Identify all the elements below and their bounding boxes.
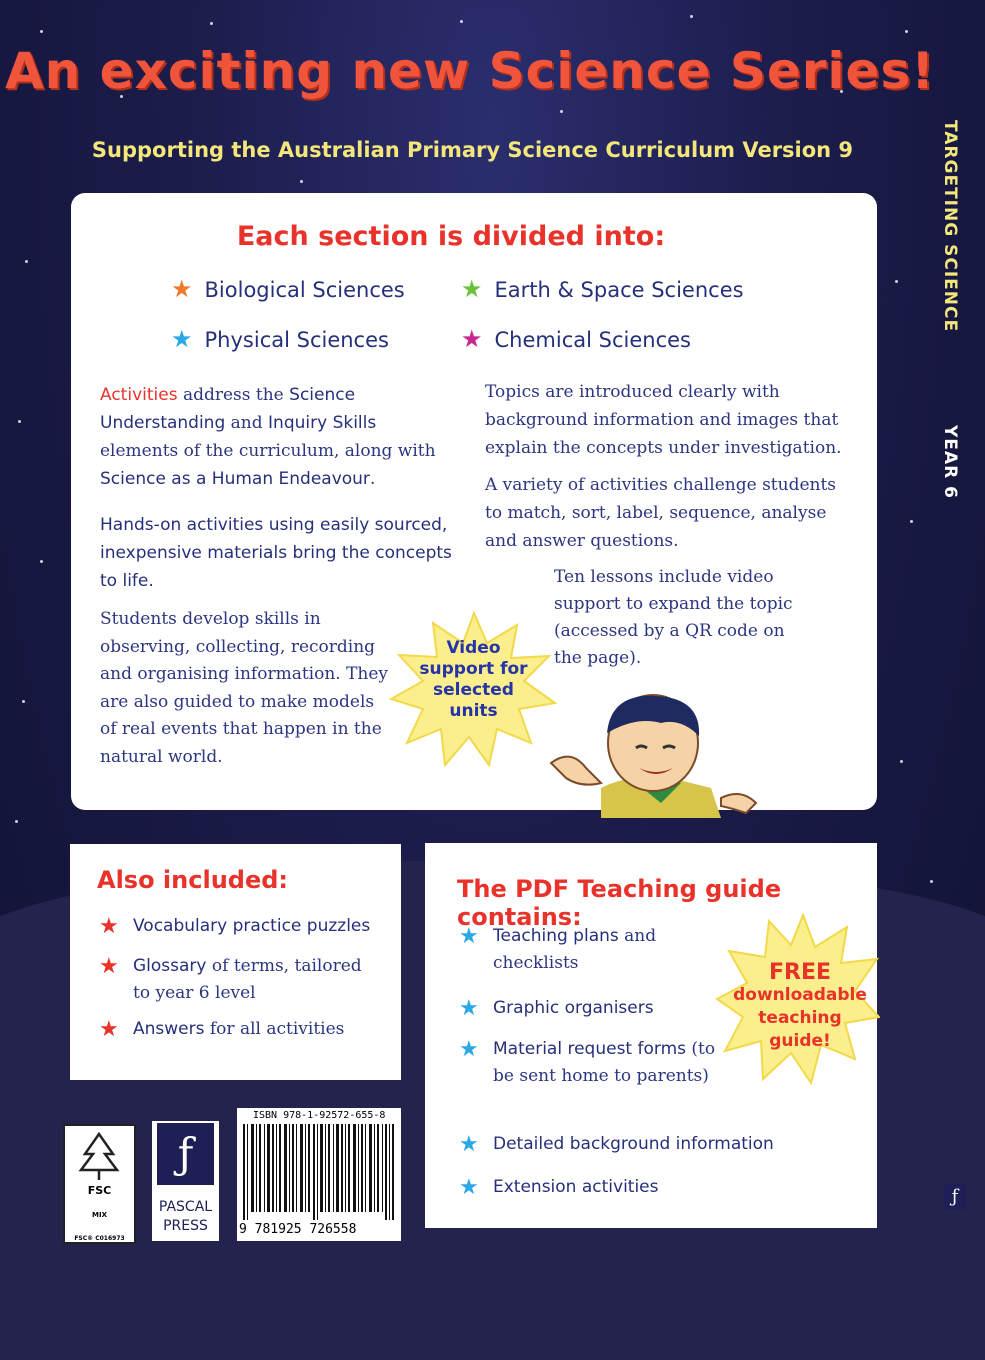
- star-icon: ★: [459, 924, 479, 949]
- spine-year: YEAR 6: [940, 425, 960, 499]
- headline: An exciting new Science Series!: [4, 42, 936, 100]
- pdf-guide-card: [425, 843, 877, 1228]
- star-icon: ★: [461, 325, 483, 353]
- also-included-card: [70, 844, 401, 1080]
- fsc-logo: FSC MIX FSC® C016973: [63, 1124, 136, 1244]
- right-paragraph-video: Ten lessons include video support to expand the topic (accessed by a QR code on the page).: [554, 567, 793, 668]
- star-icon: ★: [459, 1132, 479, 1157]
- barcode: ISBN 978-1-92572-655-8 9 781925 726558: [237, 1108, 401, 1241]
- star-icon: ★: [99, 914, 119, 939]
- spine-logo-icon: ƒ: [944, 1184, 966, 1210]
- star-icon: ★: [459, 1175, 479, 1200]
- star-icon: ★: [459, 996, 479, 1021]
- right-paragraph-topics: Topics are introduced clearly with background information and images that explain the concepts under investigation.: [485, 382, 842, 458]
- main-card: [71, 193, 877, 810]
- pascal-press-icon: ƒ: [157, 1123, 214, 1185]
- pdf-item: ★ Teaching plans and checklists: [459, 924, 657, 973]
- spine-title: TARGETING SCIENCE: [940, 120, 960, 333]
- section-item-earth-space: ★ Earth & Space Sciences: [461, 275, 744, 303]
- star-icon: ★: [461, 275, 483, 303]
- star-icon: ★: [171, 325, 193, 353]
- tree-icon: [65, 1126, 134, 1186]
- barcode-bars-icon: [243, 1124, 395, 1220]
- pdf-guide-title: The PDF Teaching guide contains:: [457, 875, 782, 931]
- pdf-item: ★ Graphic organisers: [459, 996, 654, 1021]
- left-paragraph-hands-on: Hands-on activities using easily sourced, inexpensive materials bring the concepts to life.: [100, 515, 452, 591]
- video-burst-text: Video support for selected units: [419, 638, 528, 721]
- pdf-item: ★ Detailed background information: [459, 1132, 774, 1157]
- free-burst-text: FREE downloadable teaching guide!: [733, 960, 867, 1051]
- left-paragraph-activities: Activities address the Science Understanding and Inquiry Skills elements of the curriculum, along with Science as a Human Endeavour.: [100, 385, 436, 489]
- section-title: Each section is divided into:: [236, 221, 666, 252]
- also-included-title: Also included:: [97, 866, 289, 894]
- star-icon: ★: [171, 275, 193, 303]
- star-icon: ★: [459, 1037, 479, 1062]
- star-icon: ★: [99, 954, 119, 979]
- subheadline: Supporting the Australian Primary Science Curriculum Version 9: [91, 138, 854, 162]
- section-item-physical: ★ Physical Sciences: [171, 325, 389, 353]
- also-item: ★ Glossary of terms, tailored to year 6 level: [99, 954, 362, 1003]
- also-item: ★ Vocabulary practice puzzles: [99, 914, 371, 939]
- pascal-press-logo: ƒ PASCAL PRESS: [152, 1121, 219, 1241]
- pdf-item: ★ Material request forms (to be sent home to parents): [459, 1037, 716, 1086]
- also-item: ★ Answers for all activities: [99, 1017, 345, 1042]
- left-paragraph-skills: Students develop skills in observing, collecting, recording and organising information. They are also guided to make models of real events that happen in the natural world.: [100, 609, 389, 767]
- section-item-biological: ★ Biological Sciences: [171, 275, 405, 303]
- right-paragraph-variety: A variety of activities challenge students to match, sort, label, sequence, analyse and answer questions.: [485, 475, 837, 551]
- star-icon: ★: [99, 1017, 119, 1042]
- section-item-chemical: ★ Chemical Sciences: [461, 325, 691, 353]
- pdf-item: ★ Extension activities: [459, 1175, 659, 1200]
- cartoon-character-icon: [541, 688, 771, 818]
